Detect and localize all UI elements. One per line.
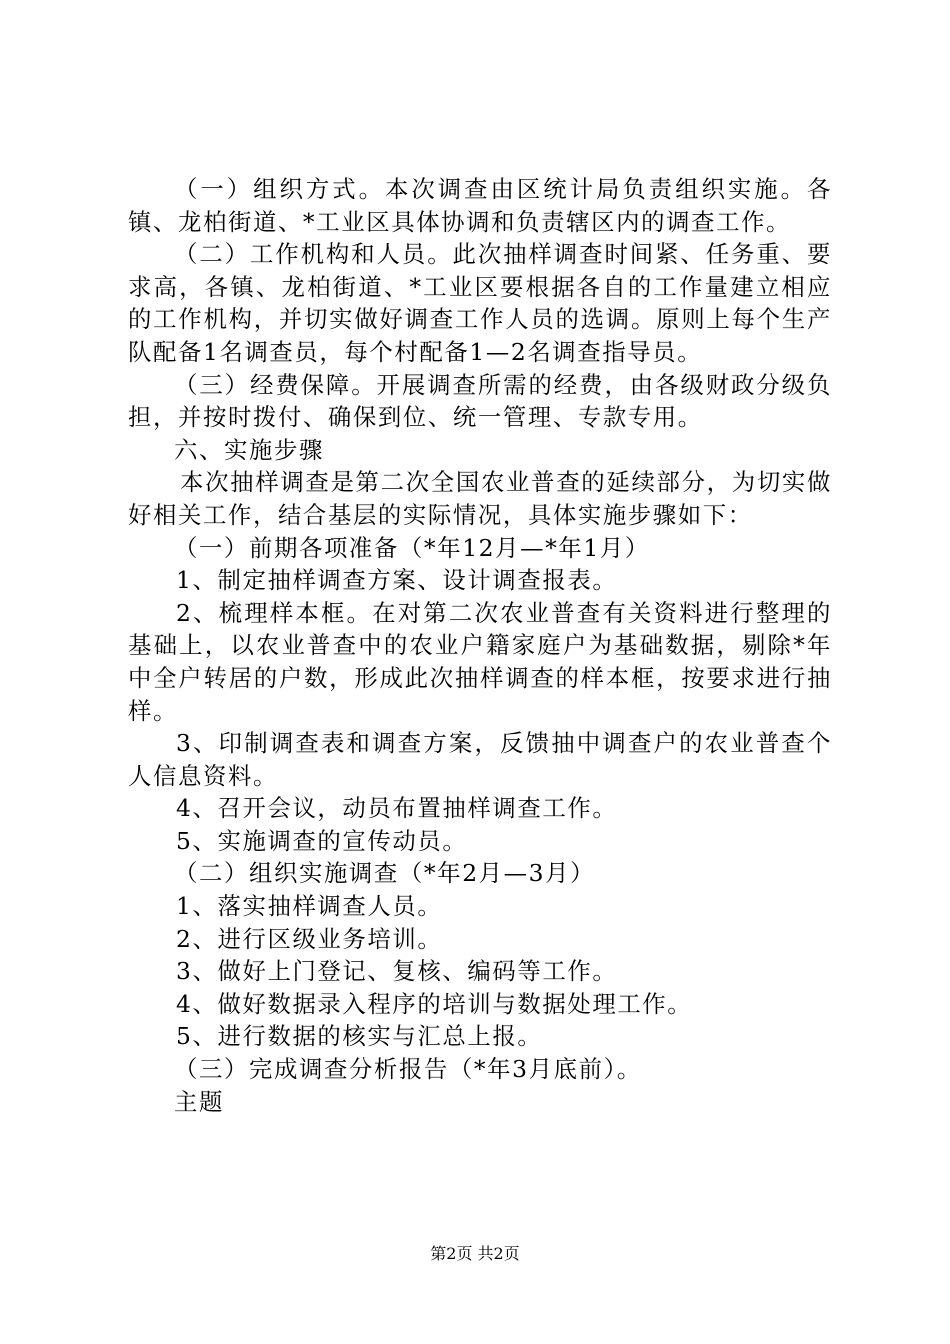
subheading-report: （三）完成调查分析报告（*年3月底前）。: [174, 1055, 642, 1084]
document-body: [128, 173, 832, 1118]
list-item: 3、印制调查表和调查方案，反馈抽中调查户的农业普查个人信息资料。: [128, 729, 832, 790]
subheading-preparation: （一）前期各项准备（*年12月—*年1月）: [174, 533, 650, 562]
list-item: 5、进行数据的核实与汇总上报。: [176, 1022, 543, 1051]
paragraph-intro: 本次抽样调查是第二次全国农业普查的延续部分，为切实做好相关工作，结合基层的实际情况，具体实施步骤如下：: [128, 468, 832, 529]
list-item: 1、制定抽样调查方案、设计调查报表。: [176, 566, 618, 595]
paragraph-staffing: （二）工作机构和人员。此次抽样调查时间紧、任务重、要求高，各镇、龙柏街道、*工业区要根据各自的工作量建立相应的工作机构，并切实做好调查工作人员的选调。原则上每个生产队配备1名调查员，每个村配备1—2名调查指导员。: [128, 240, 832, 366]
paragraph-topic: 主题: [174, 1087, 224, 1116]
paragraph-funding: （三）经费保障。开展调查所需的经费，由各级财政分级负担，并按时拨付、确保到位、统一管理、专款专用。: [128, 370, 832, 432]
section-heading-steps: 六、实施步骤: [174, 435, 324, 464]
list-item: 4、做好数据录入程序的培训与数据处理工作。: [176, 989, 693, 1018]
page-footer: 第2页 共2页: [430, 1244, 520, 1263]
list-item: 1、落实抽样调查人员。: [176, 892, 443, 921]
list-item: 5、实施调查的宣传动员。: [176, 826, 468, 855]
list-item: 2、梳理样本框。在对第二次农业普查有关资料进行整理的基础上，以农业普查中的农业户籍家庭户为基础数据，剔除*年中全户转居的户数，形成此次抽样调查的样本框，按要求进行抽样。: [128, 598, 832, 725]
list-item: 2、进行区级业务培训。: [176, 924, 443, 953]
list-item: 3、做好上门登记、复核、编码等工作。: [176, 957, 618, 986]
paragraph-organization: （一）组织方式。本次调查由区统计局负责组织实施。各镇、龙柏街道、*工业区具体协调和负责辖区内的调查工作。: [128, 175, 832, 236]
subheading-implementation: （二）组织实施调查（*年2月—3月）: [174, 859, 596, 888]
list-item: 4、召开会议，动员布置抽样调查工作。: [176, 794, 618, 823]
